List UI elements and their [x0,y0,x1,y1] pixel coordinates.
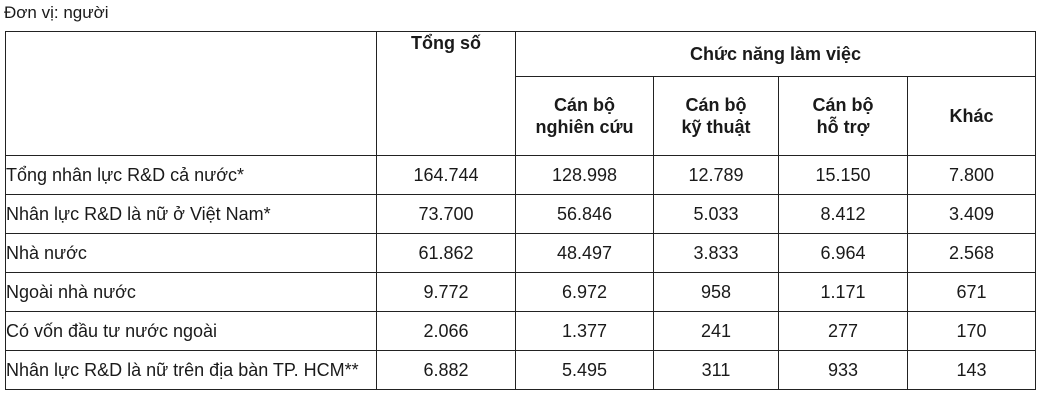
header-research-line2: nghiên cứu [535,117,634,137]
header-support-staff [779,77,908,156]
table-row [6,351,1036,390]
cell-support: 933 [779,351,908,390]
table-row [6,273,1036,312]
cell-technical: 3.833 [654,234,779,273]
header-research-staff [516,77,654,156]
cell-support: 8.412 [779,195,908,234]
cell-total: 2.066 [377,312,516,351]
header-support-line2: hỗ trợ [816,117,870,137]
table-row [6,234,1036,273]
header-other: Khác [908,77,1036,156]
header-total: Tổng số [377,32,516,156]
row-label: Có vốn đầu tư nước ngoài [6,312,377,351]
header-blank-cell [6,32,377,156]
cell-other: 2.568 [908,234,1036,273]
cell-total: 61.862 [377,234,516,273]
cell-support: 6.964 [779,234,908,273]
header-research-line1: Cán bộ [554,95,615,115]
row-label: Nhà nước [6,234,377,273]
cell-technical: 12.789 [654,156,779,195]
cell-research: 56.846 [516,195,654,234]
header-technical-staff [654,77,779,156]
cell-technical: 241 [654,312,779,351]
cell-technical: 958 [654,273,779,312]
cell-other: 143 [908,351,1036,390]
cell-total: 9.772 [377,273,516,312]
cell-total: 73.700 [377,195,516,234]
cell-other: 170 [908,312,1036,351]
unit-label: Đơn vị: người [4,3,109,22]
cell-total: 164.744 [377,156,516,195]
cell-technical: 311 [654,351,779,390]
row-label: Nhân lực R&D là nữ ở Việt Nam* [6,195,377,234]
header-support-line1: Cán bộ [812,95,874,115]
cell-research: 1.377 [516,312,654,351]
row-label: Nhân lực R&D là nữ trên địa bàn TP. HCM** [6,351,377,390]
header-technical-line1: Cán bộ [685,95,747,115]
cell-research: 6.972 [516,273,654,312]
cell-research: 128.998 [516,156,654,195]
rd-workforce-table [5,31,1036,390]
cell-other: 3.409 [908,195,1036,234]
row-label: Ngoài nhà nước [6,273,377,312]
cell-technical: 5.033 [654,195,779,234]
header-group-work-function: Chức năng làm việc [516,32,1036,77]
cell-research: 48.497 [516,234,654,273]
table-row [6,195,1036,234]
table-row [6,312,1036,351]
cell-support: 15.150 [779,156,908,195]
cell-support: 1.171 [779,273,908,312]
table-row [6,156,1036,195]
header-technical-line2: kỹ thuật [681,117,751,137]
cell-research: 5.495 [516,351,654,390]
cell-other: 7.800 [908,156,1036,195]
row-label: Tổng nhân lực R&D cả nước* [6,156,377,195]
cell-other: 671 [908,273,1036,312]
cell-support: 277 [779,312,908,351]
cell-total: 6.882 [377,351,516,390]
